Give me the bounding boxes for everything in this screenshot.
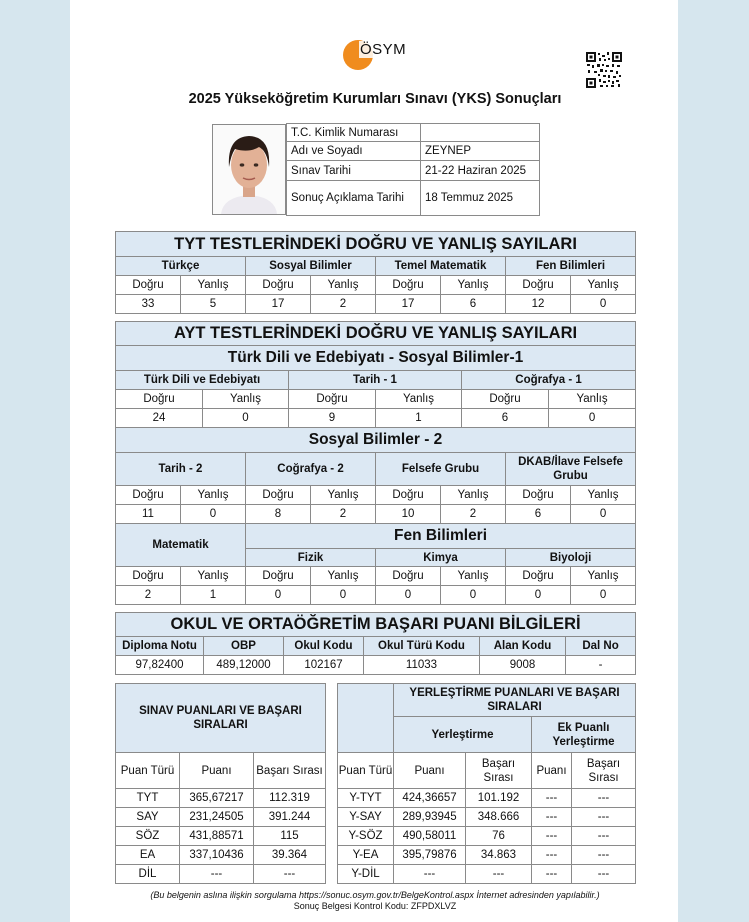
tyt-value: 33 [116,295,181,314]
ayt-s2-value: 10 [376,505,441,524]
yerlestirme-group: Yerleştirme [394,717,532,753]
yanlis-label: Yanlış [571,567,636,586]
sinav-cell: --- [180,865,254,884]
ayt-mf-value: 0 [506,586,571,605]
ayt-s1-value: 6 [462,409,549,428]
okul-table [115,612,636,675]
ayt-s2-value: 8 [246,505,311,524]
yanlis-label: Yanlış [311,276,376,295]
okul-value: 97,82400 [116,656,204,675]
ayt-fen-title: Fen Bilimleri [246,524,636,549]
yerlestirme-title: YERLEŞTİRME PUANLARI VE BAŞARI SIRALARI [394,684,636,717]
yanlis-label: Yanlış [181,276,246,295]
dogru-label: Doğru [506,567,571,586]
ayt-s1-value: 0 [203,409,289,428]
ayt-section2-title: Sosyal Bilimler - 2 [116,428,636,453]
yerlestirme-col-header: Puanı [532,753,572,789]
tyt-subject: Türkçe [116,257,246,276]
verification-note: (Bu belgenin aslına ilişkin sorgulama https://sonuc.osym.gov.tr/BelgeKontrol.aspx İnternet adresinden yapılabilir.) [150,890,600,900]
okul-title: OKUL VE ORTAÖĞRETİM BAŞARI PUANI BİLGİLERİ [116,613,636,637]
yerlestirme-cell: --- [572,846,636,865]
okul-value: 489,12000 [204,656,284,675]
ayt-title: AYT TESTLERİNDEKİ DOĞRU VE YANLIŞ SAYILARI [116,322,636,346]
yerlestirme-cell: Y-SÖZ [338,827,394,846]
sinav-cell: 337,10436 [180,846,254,865]
yerlestirme-cell: Y-SAY [338,808,394,827]
tc-value [421,124,540,142]
yanlis-label: Yanlış [376,390,462,409]
sinav-cell: DİL [116,865,180,884]
sinav-cell: 39.364 [254,846,326,865]
ayt-s2-value: 6 [506,505,571,524]
candidate-photo [212,124,286,215]
ayt-fen-subject: Kimya [376,549,506,567]
ayt-mf-value: 0 [441,586,506,605]
sinav-col-header: Puanı [180,753,254,789]
ayt-mf-value: 1 [181,586,246,605]
page-title: 2025 Yükseköğretim Kurumları Sınavı (YKS) Sonuçları [188,91,562,107]
yanlis-label: Yanlış [441,567,506,586]
dogru-label: Doğru [506,486,571,505]
yerlestirme-cell: Y-EA [338,846,394,865]
ayt-fen-subject: Biyoloji [506,549,636,567]
sinav-cell: 431,88571 [180,827,254,846]
ayt-mf-value: 2 [116,586,181,605]
tyt-subject: Fen Bilimleri [506,257,636,276]
yerlestirme-cell: --- [466,865,532,884]
yerlestirme-cell: Y-TYT [338,789,394,808]
okul-header: Okul Kodu [284,637,364,656]
ayt-s2-value: 0 [181,505,246,524]
ayt-s1-subject: Coğrafya - 1 [462,371,636,390]
exam-date-value: 21-22 Haziran 2025 [421,161,540,181]
yanlis-label: Yanlış [311,567,376,586]
ayt-fen-subject: Fizik [246,549,376,567]
ek-puanli-group: Ek Puanlı Yerleştirme [532,717,636,753]
yanlis-label: Yanlış [181,486,246,505]
ayt-s2-value: 0 [571,505,636,524]
dogru-label: Doğru [462,390,549,409]
okul-value: 9008 [480,656,566,675]
okul-header: OBP [204,637,284,656]
personal-info-table [286,123,540,216]
dogru-label: Doğru [376,276,441,295]
ayt-s2-subject: Felsefe Grubu [376,453,506,486]
yerlestirme-col-header: Başarı Sırası [466,753,532,789]
yerlestirme-cell: 348.666 [466,808,532,827]
osym-logo-text: ÖSYM [360,41,407,58]
ayt-s2-value: 11 [116,505,181,524]
sinav-cell: 112.319 [254,789,326,808]
yerlestirme-cell: --- [572,808,636,827]
dogru-label: Doğru [246,567,311,586]
sinav-puanlari-table [115,683,326,884]
yanlis-label: Yanlış [571,276,636,295]
ayt-mf-value: 0 [376,586,441,605]
ayt-section2-table [115,427,636,605]
yerlestirme-cell: --- [532,789,572,808]
yerlestirme-cell: Y-DİL [338,865,394,884]
ayt-mf-value: 0 [311,586,376,605]
dogru-label: Doğru [116,486,181,505]
ayt-matematik-title: Matematik [116,524,246,567]
sinav-cell: SAY [116,808,180,827]
yerlestirme-table [337,683,636,884]
exam-date-label: Sınav Tarihi [287,161,421,181]
sinav-cell: 231,24505 [180,808,254,827]
yanlis-label: Yanlış [571,486,636,505]
yerlestirme-cell: --- [572,827,636,846]
ayt-s1-subject: Türk Dili ve Edebiyatı [116,371,289,390]
sinav-cell: TYT [116,789,180,808]
tyt-value: 17 [246,295,311,314]
yerlestirme-col-header: Puan Türü [338,753,394,789]
name-value: ZEYNEP [421,142,540,161]
ayt-table [115,321,636,428]
tc-label: T.C. Kimlik Numarası [287,124,421,142]
yerlestirme-cell: 395,79876 [394,846,466,865]
tyt-value: 2 [311,295,376,314]
ayt-section1-title: Türk Dili ve Edebiyatı - Sosyal Bilimler-1 [116,346,636,371]
ayt-mf-value: 0 [571,586,636,605]
osym-logo [343,38,413,78]
okul-header: Alan Kodu [480,637,566,656]
ayt-s1-value: 24 [116,409,203,428]
control-code: Sonuç Belgesi Kontrol Kodu: ZFPDXLVZ [293,901,457,911]
sinav-col-header: Başarı Sırası [254,753,326,789]
yerlestirme-cell: 101.192 [466,789,532,808]
ayt-s1-subject: Tarih - 1 [289,371,462,390]
yerlestirme-corner [338,684,394,753]
sinav-cell: 365,67217 [180,789,254,808]
yerlestirme-col-header: Puanı [394,753,466,789]
yerlestirme-cell: --- [394,865,466,884]
tyt-value: 17 [376,295,441,314]
yerlestirme-cell: 76 [466,827,532,846]
sinav-cell: --- [254,865,326,884]
ayt-mf-value: 0 [246,586,311,605]
dogru-label: Doğru [116,276,181,295]
yerlestirme-col-header: Başarı Sırası [572,753,636,789]
dogru-label: Doğru [116,567,181,586]
dogru-label: Doğru [246,276,311,295]
dogru-label: Doğru [376,486,441,505]
okul-header: Diploma Notu [116,637,204,656]
tyt-subject: Sosyal Bilimler [246,257,376,276]
yanlis-label: Yanlış [181,567,246,586]
ayt-s2-subject: Coğrafya - 2 [246,453,376,486]
announce-date-label: Sonuç Açıklama Tarihi [287,181,421,216]
yanlis-label: Yanlış [441,486,506,505]
tyt-value: 0 [571,295,636,314]
ayt-s2-subject: Tarih - 2 [116,453,246,486]
tyt-table [115,231,636,314]
yerlestirme-cell: --- [532,808,572,827]
okul-value: 102167 [284,656,364,675]
okul-value: 11033 [364,656,480,675]
yerlestirme-cell: 34.863 [466,846,532,865]
okul-value: - [566,656,636,675]
yanlis-label: Yanlış [203,390,289,409]
yerlestirme-cell: --- [572,789,636,808]
tyt-value: 6 [441,295,506,314]
sinav-cell: 391.244 [254,808,326,827]
ayt-s2-value: 2 [441,505,506,524]
candidate-photo-image [213,125,285,214]
announce-date-value: 18 Temmuz 2025 [421,181,540,216]
tyt-value: 12 [506,295,571,314]
dogru-label: Doğru [376,567,441,586]
sinav-col-header: Puan Türü [116,753,180,789]
yanlis-label: Yanlış [549,390,636,409]
yerlestirme-cell: --- [532,865,572,884]
dogru-label: Doğru [506,276,571,295]
tyt-title: TYT TESTLERİNDEKİ DOĞRU VE YANLIŞ SAYILARI [116,232,636,257]
sinav-title: SINAV PUANLARI VE BAŞARI SIRALARI [116,684,326,753]
ayt-s1-value: 9 [289,409,376,428]
yerlestirme-cell: --- [572,865,636,884]
yerlestirme-cell: --- [532,846,572,865]
qr-code-icon [585,51,623,89]
okul-header: Okul Türü Kodu [364,637,480,656]
yerlestirme-cell: 424,36657 [394,789,466,808]
dogru-label: Doğru [289,390,376,409]
yerlestirme-cell: 490,58011 [394,827,466,846]
yanlis-label: Yanlış [311,486,376,505]
sinav-cell: EA [116,846,180,865]
tyt-subject: Temel Matematik [376,257,506,276]
ayt-s1-value: 1 [376,409,462,428]
dogru-label: Doğru [116,390,203,409]
yanlis-label: Yanlış [441,276,506,295]
dogru-label: Doğru [246,486,311,505]
ayt-s2-subject: DKAB/İlave Felsefe Grubu [506,453,636,486]
ayt-s2-value: 2 [311,505,376,524]
sinav-cell: 115 [254,827,326,846]
ayt-s1-value: 0 [549,409,636,428]
tyt-value: 5 [181,295,246,314]
okul-header: Dal No [566,637,636,656]
yerlestirme-cell: --- [532,827,572,846]
sinav-cell: SÖZ [116,827,180,846]
yerlestirme-cell: 289,93945 [394,808,466,827]
name-label: Adı ve Soyadı [287,142,421,161]
